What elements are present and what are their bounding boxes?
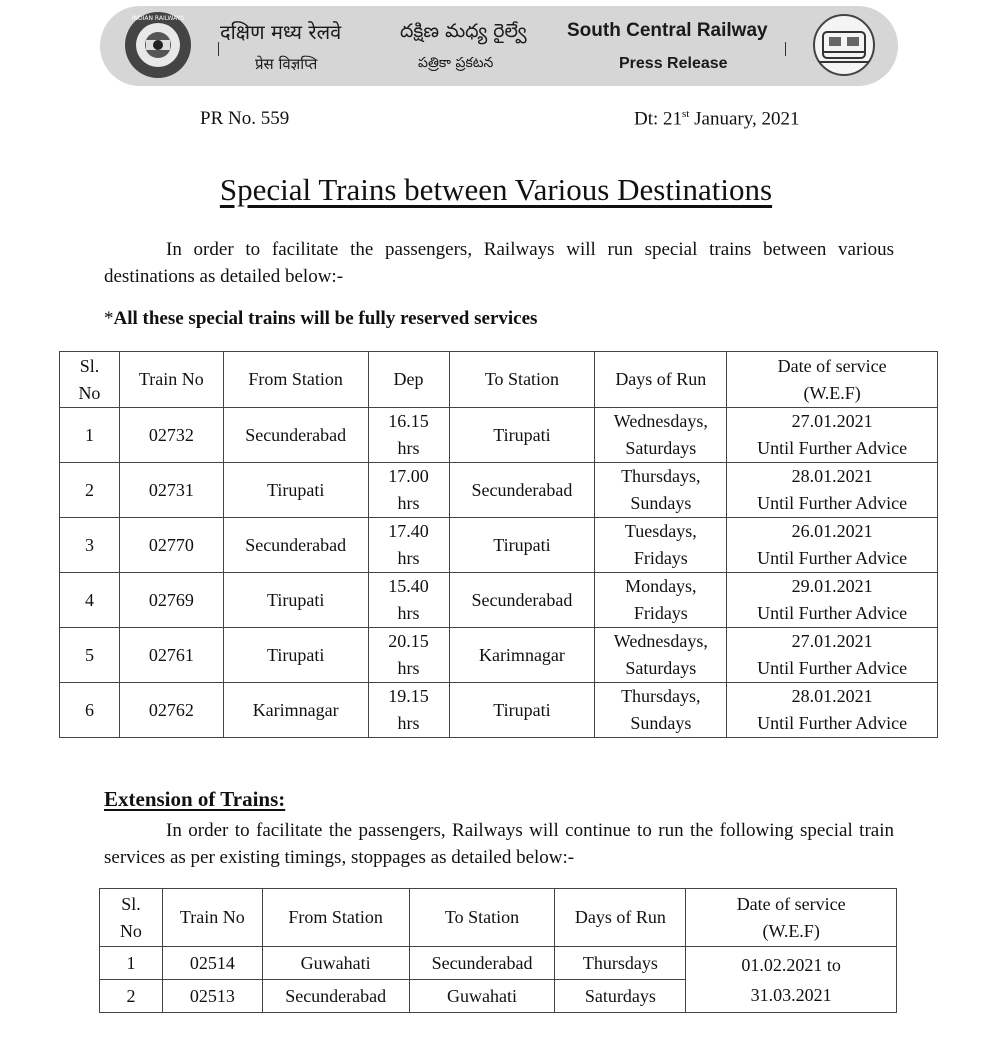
col-header-to: To Station — [409, 889, 555, 947]
date-prefix: Dt: 21 — [634, 108, 683, 130]
cell-sl: 2 — [60, 463, 120, 518]
cell-date: 27.01.2021 Until Further Advice — [727, 408, 938, 463]
cell-sl: 2 — [100, 980, 163, 1013]
table-header-row — [100, 889, 897, 947]
cell-train-no: 02761 — [119, 628, 223, 683]
col-header-from: From Station — [223, 352, 368, 408]
cell-to: Karimnagar — [449, 628, 595, 683]
cell-date: 28.01.2021 Until Further Advice — [727, 463, 938, 518]
divider — [785, 42, 786, 56]
cell-to: Secunderabad — [449, 463, 595, 518]
english-title: South Central Railway — [567, 20, 768, 41]
extension-paragraph: In order to facilitate the passengers, Railways will continue to run the following special train services as per existing timings, stoppages as detailed below:- — [104, 820, 894, 868]
press-release-date — [634, 108, 799, 130]
table-row — [60, 518, 938, 573]
col-header-train-no: Train No — [119, 352, 223, 408]
cell-to: Secunderabad — [449, 573, 595, 628]
col-header-dep: Dep — [368, 352, 449, 408]
date-rest: January, 2021 — [689, 108, 800, 130]
cell-to: Tirupati — [449, 408, 595, 463]
cell-days: Saturdays — [555, 980, 686, 1013]
date-ordinal: st — [682, 108, 690, 120]
cell-to: Tirupati — [449, 518, 595, 573]
cell-from: Secunderabad — [262, 980, 409, 1013]
press-release-number: PR No. 559 — [200, 108, 290, 129]
col-header-sl: Sl. No — [100, 889, 163, 947]
cell-date: 01.02.2021 to 31.03.2021 — [686, 947, 897, 1013]
hindi-title: दक्षिण मध्य रेलवे — [220, 20, 342, 44]
table-row — [60, 573, 938, 628]
cell-dep: 20.15 hrs — [368, 628, 449, 683]
cell-date: 28.01.2021 Until Further Advice — [727, 683, 938, 738]
telugu-subtitle: పత్రికా ప్రకటన — [418, 55, 494, 71]
hindi-subtitle: प्रेस विज्ञप्ति — [255, 55, 318, 73]
cell-dep: 17.40 hrs — [368, 518, 449, 573]
cell-days: Thursdays, Sundays — [595, 683, 727, 738]
cell-to: Secunderabad — [409, 947, 555, 980]
extension-table — [99, 888, 897, 1013]
svg-text:INDIAN RAILWAYS: INDIAN RAILWAYS — [131, 15, 185, 22]
col-header-sl: Sl. No — [60, 352, 120, 408]
cell-sl: 3 — [60, 518, 120, 573]
intro-paragraph: In order to facilitate the passengers, Railways will run special trains between various destinations as detailed below:- — [104, 239, 894, 287]
table-header-row — [60, 352, 938, 408]
cell-days: Wednesdays, Saturdays — [595, 628, 727, 683]
col-header-train-no: Train No — [162, 889, 262, 947]
col-header-days: Days of Run — [555, 889, 686, 947]
cell-train-no: 02732 — [119, 408, 223, 463]
table-row — [100, 947, 897, 980]
cell-date: 29.01.2021 Until Further Advice — [727, 573, 938, 628]
telugu-title: దక్షిణ మధ్య రైల్వే — [400, 20, 527, 42]
cell-from: Tirupati — [223, 463, 368, 518]
cell-from: Secunderabad — [223, 518, 368, 573]
indian-railways-logo-icon — [118, 10, 198, 80]
divider — [218, 42, 219, 56]
cell-days: Wednesdays, Saturdays — [595, 408, 727, 463]
cell-sl: 6 — [60, 683, 120, 738]
cell-date: 27.01.2021 Until Further Advice — [727, 628, 938, 683]
english-subtitle: Press Release — [619, 55, 728, 72]
cell-sl: 1 — [60, 408, 120, 463]
cell-train-no: 02513 — [162, 980, 262, 1013]
cell-date: 26.01.2021 Until Further Advice — [727, 518, 938, 573]
cell-sl: 4 — [60, 573, 120, 628]
cell-train-no: 02770 — [119, 518, 223, 573]
col-header-from: From Station — [262, 889, 409, 947]
table-row — [60, 408, 938, 463]
cell-from: Secunderabad — [223, 408, 368, 463]
cell-dep: 16.15 hrs — [368, 408, 449, 463]
cell-train-no: 02731 — [119, 463, 223, 518]
cell-from: Karimnagar — [223, 683, 368, 738]
col-header-date: Date of service (W.E.F) — [727, 352, 938, 408]
cell-sl: 5 — [60, 628, 120, 683]
cell-dep: 17.00 hrs — [368, 463, 449, 518]
cell-from: Guwahati — [262, 947, 409, 980]
special-trains-table — [59, 351, 938, 738]
cell-from: Tirupati — [223, 628, 368, 683]
col-header-to: To Station — [449, 352, 595, 408]
cell-train-no: 02514 — [162, 947, 262, 980]
note-star: * — [104, 308, 114, 329]
cell-sl: 1 — [100, 947, 163, 980]
table-row — [60, 463, 938, 518]
col-header-date: Date of service (W.E.F) — [686, 889, 897, 947]
note-text: All these special trains will be fully reserved services — [113, 308, 538, 329]
cell-to: Guwahati — [409, 980, 555, 1013]
cell-days: Mondays, Fridays — [595, 573, 727, 628]
cell-train-no: 02769 — [119, 573, 223, 628]
cell-from: Tirupati — [223, 573, 368, 628]
table-row — [60, 628, 938, 683]
col-header-days: Days of Run — [595, 352, 727, 408]
reservation-note — [104, 308, 537, 330]
page-title: Special Trains between Various Destinations — [219, 172, 773, 207]
cell-train-no: 02762 — [119, 683, 223, 738]
cell-days: Tuesdays, Fridays — [595, 518, 727, 573]
cell-days: Thursdays, Sundays — [595, 463, 727, 518]
cell-days: Thursdays — [555, 947, 686, 980]
extension-heading: Extension of Trains: — [104, 787, 286, 811]
locomotive-logo-icon — [805, 14, 883, 76]
cell-dep: 15.40 hrs — [368, 573, 449, 628]
cell-to: Tirupati — [449, 683, 595, 738]
table-row — [60, 683, 938, 738]
cell-dep: 19.15 hrs — [368, 683, 449, 738]
